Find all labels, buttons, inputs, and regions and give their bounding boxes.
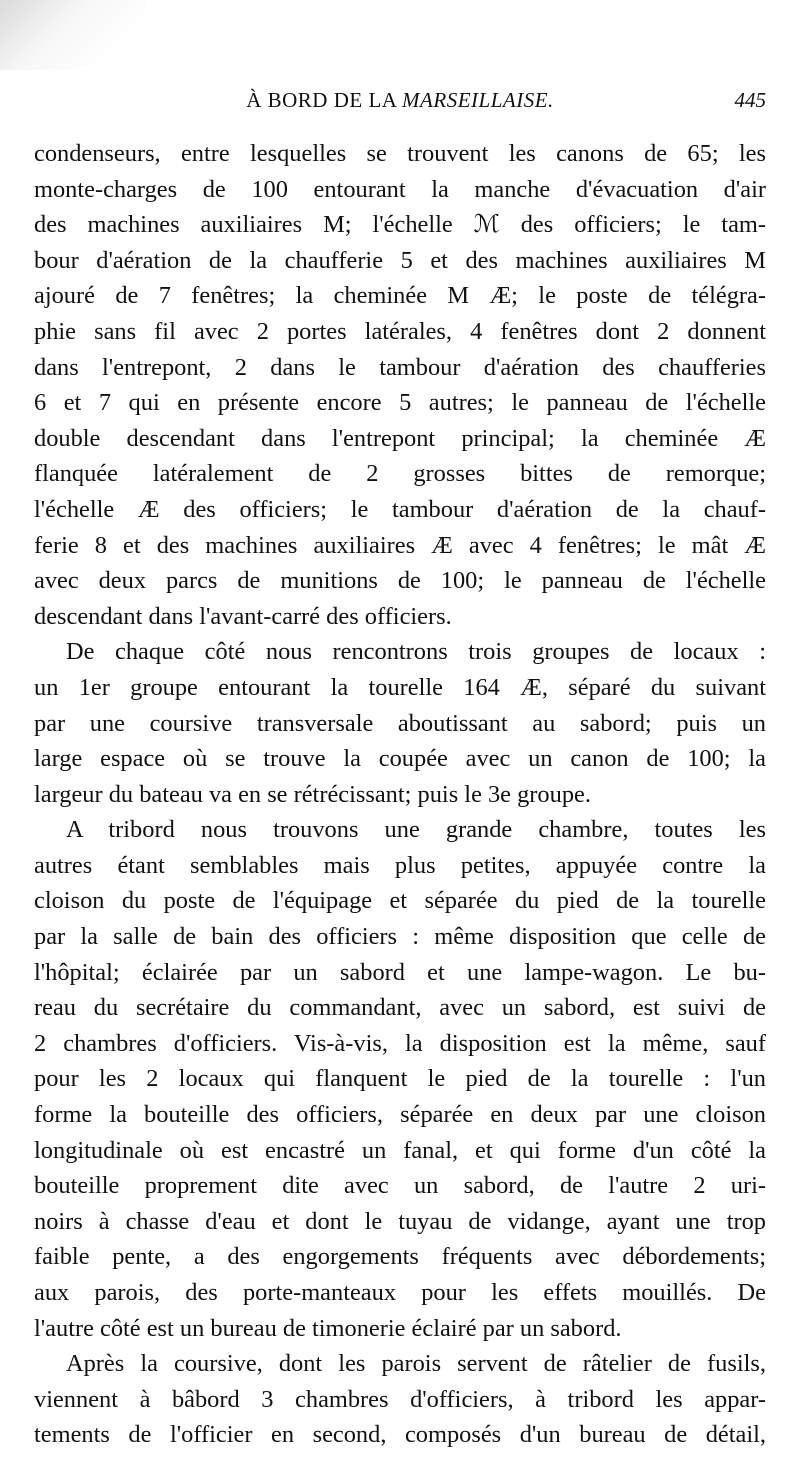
text-line: par une coursive transversale aboutissant au sabord; puis un xyxy=(34,709,766,737)
text-line: monte-charges de 100 entourant la manche d'évacuation d'air xyxy=(34,175,766,203)
text-line: largeur du bateau va en se rétrécissant; puis le 3e groupe. xyxy=(34,780,591,808)
text-line: viennent à bâbord 3 chambres d'officiers, à tribord les appar- xyxy=(34,1385,766,1413)
text-line: forme la bouteille des officiers, séparée en deux par une cloison xyxy=(34,1101,766,1129)
text-line: large espace où se trouve la coupée avec un canon de 100; la xyxy=(34,745,766,773)
page-number: 445 xyxy=(734,88,766,112)
text-line: un 1er groupe entourant la tourelle 164 Æ, séparé du suivant xyxy=(34,673,766,701)
text-line: reau du secrétaire du commandant, avec un sabord, est suivi de xyxy=(34,994,766,1022)
body-text xyxy=(34,136,766,1453)
text-line: l'échelle Æ des officiers; le tambour d'aération de la chauf- xyxy=(34,495,766,523)
text-line: 6 et 7 qui en présente encore 5 autres; le panneau de l'échelle xyxy=(34,389,766,417)
text-line: bour d'aération de la chaufferie 5 et des machines auxiliaires M xyxy=(34,246,766,274)
text-line: A tribord nous trouvons une grande chambre, toutes les xyxy=(66,816,766,844)
text-line: longitudinale où est encastré un fanal, et qui forme d'un côté la xyxy=(34,1136,766,1164)
running-title-prefix: À BORD DE LA xyxy=(246,88,403,112)
text-line: dans l'entrepont, 2 dans le tambour d'aération des chaufferies xyxy=(34,353,766,381)
text-line: l'hôpital; éclairée par un sabord et une lampe-wagon. Le bu- xyxy=(34,958,766,986)
text-line: faible pente, a des engorgements fréquents avec débordements; xyxy=(34,1243,766,1271)
running-title-ship: MARSEILLAISE. xyxy=(402,88,554,112)
text-line: ajouré de 7 fenêtres; la cheminée M Æ; le poste de télégra- xyxy=(34,282,766,310)
text-line: condenseurs, entre lesquelles se trouvent les canons de 65; les xyxy=(34,140,766,167)
text-line: par la salle de bain des officiers : même disposition que celle de xyxy=(34,923,766,951)
text-line: l'autre côté est un bureau de timonerie éclairé par un sabord. xyxy=(34,1314,622,1342)
text-line: cloison du poste de l'équipage et séparée du pied de la tourelle xyxy=(34,887,766,915)
text-line: 2 chambres d'officiers. Vis-à-vis, la disposition est la même, sauf xyxy=(34,1029,766,1057)
text-line: De chaque côté nous rencontrons trois groupes de locaux : xyxy=(66,638,766,666)
text-line: flanquée latéralement de 2 grosses bittes de remorque; xyxy=(34,460,766,488)
running-head xyxy=(34,88,766,118)
text-line: double descendant dans l'entrepont principal; la cheminée Æ xyxy=(34,424,766,452)
text-line: pour les 2 locaux qui flanquent le pied de la tourelle : l'un xyxy=(34,1065,766,1093)
text-line: bouteille proprement dite avec un sabord, de l'autre 2 uri- xyxy=(34,1172,766,1200)
text-line: autres étant semblables mais plus petites, appuyée contre la xyxy=(34,851,766,879)
running-title xyxy=(34,88,766,113)
text-line: avec deux parcs de munitions de 100; le panneau de l'échelle xyxy=(34,567,766,595)
text-line: noirs à chasse d'eau et dont le tuyau de vidange, ayant une trop xyxy=(34,1207,766,1235)
text-line: des machines auxiliaires M; l'échelle ℳ des officiers; le tam- xyxy=(34,211,766,239)
scan-shadow xyxy=(0,0,150,70)
text-line: descendant dans l'avant-carré des officiers. xyxy=(34,602,452,630)
text-line: tements de l'officier en second, composés d'un bureau de détail, xyxy=(34,1421,766,1449)
text-line: aux parois, des porte-manteaux pour les effets mouillés. De xyxy=(34,1279,766,1306)
text-line: phie sans fil avec 2 portes latérales, 4 fenêtres dont 2 donnent xyxy=(34,317,766,345)
text-line: ferie 8 et des machines auxiliaires Æ avec 4 fenêtres; le mât Æ xyxy=(34,531,766,559)
text-line: Après la coursive, dont les parois servent de râtelier de fusils, xyxy=(66,1350,766,1378)
